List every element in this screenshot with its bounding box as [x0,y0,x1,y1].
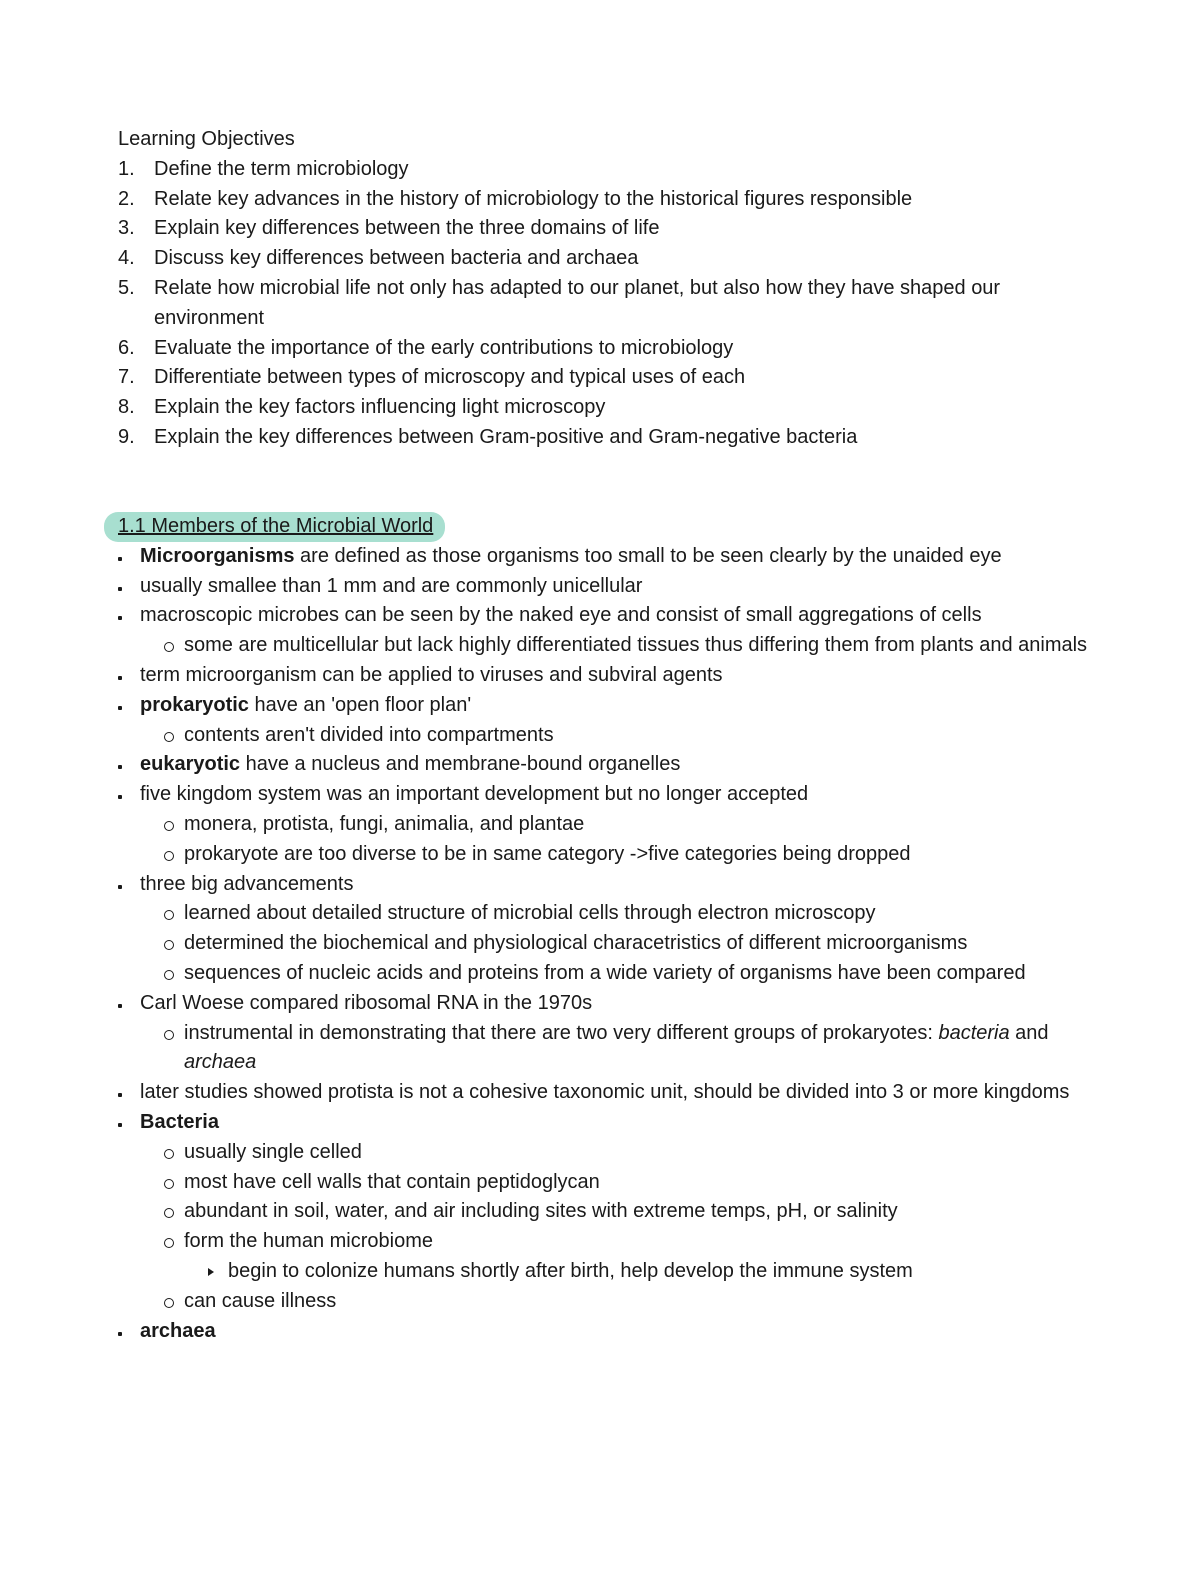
bullet-item [104,661,1094,691]
bullet-icon [118,661,122,691]
bullet-text: usually smallee than 1 mm and are commonly unicellular [140,574,643,597]
sub-bullet-item [104,1227,1094,1257]
objective-text: Explain key differences between the three domains of life [154,217,660,240]
sub-bullet-item [104,1019,1094,1079]
bullet-icon [118,542,122,572]
term-microorganisms: Microorganisms [140,544,295,567]
objective-number: 4. [118,247,135,270]
bullet-item [104,1317,1094,1347]
bullet-icon [118,601,122,631]
bullet-item [104,601,1094,631]
bullet-icon [118,989,122,1019]
circle-bullet-icon [164,1287,174,1318]
sub-bullet-item [104,631,1094,661]
objective-text: Differentiate between types of microscopy and typical uses of each [154,366,746,389]
bullet-text: most have cell walls that contain peptidoglycan [184,1170,600,1193]
objective-number: 2. [118,187,135,210]
circle-bullet-icon [164,899,174,930]
objective-number: 6. [118,336,135,359]
circle-bullet-icon [164,631,174,662]
bullet-text: three big advancements [140,872,354,895]
bullet-icon [118,1108,122,1138]
bullet-text: usually single celled [184,1140,362,1163]
circle-bullet-icon [164,1138,174,1169]
bullet-text: determined the biochemical and physiological characetristics of different microorganisms [184,932,968,955]
bullet-text: monera, protista, fungi, animalia, and plantae [184,812,585,835]
bullet-text: abundant in soil, water, and air including sites with extreme temps, pH, or salinity [184,1200,898,1223]
bullet-text: Carl Woese compared ribosomal RNA in the 1970s [140,991,593,1014]
circle-bullet-icon [164,1019,174,1050]
bullet-text: have an 'open floor plan' [248,693,472,716]
learning-objectives [118,125,1098,453]
circle-bullet-icon [164,1168,174,1199]
sub-bullet-item [104,1287,1094,1317]
objective-item [118,244,1098,274]
circle-bullet-icon [164,840,174,871]
bullet-text: some are multicellular but lack highly differentiated tissues thus differing them from plants and animals [184,634,1088,657]
objective-number: 9. [118,425,135,448]
objective-item [118,423,1098,453]
objective-text: Explain the key factors influencing light microscopy [154,396,606,419]
bullet-item [104,780,1094,810]
sub-bullet-item [104,721,1094,751]
objective-item [118,393,1098,423]
bullet-text: form the human microbiome [184,1230,433,1253]
bullet-text: sequences of nucleic acids and proteins from a wide variety of organisms have been compared [184,961,1026,984]
circle-bullet-icon [164,1197,174,1228]
circle-bullet-icon [164,959,174,990]
bullet-icon [118,1317,122,1347]
bullet-text: begin to colonize humans shortly after birth, help develop the immune system [228,1259,913,1282]
bullet-item [104,870,1094,900]
sub-bullet-item [104,899,1094,929]
term-archaea: archaea [140,1319,216,1342]
term-prokaryotic: prokaryotic [140,693,249,716]
objective-text: Explain the key differences between Gram-positive and Gram-negative bacteria [154,425,858,448]
sub-bullet-item [104,929,1094,959]
objective-text: Relate how microbial life not only has adapted to our planet, but also how they have shaped our environment [154,276,1001,329]
bullet-item [104,750,1094,780]
objective-item [118,185,1098,215]
objective-text: Evaluate the importance of the early contributions to microbiology [154,336,734,359]
objectives-title: Learning Objectives [118,128,295,150]
circle-bullet-icon [164,810,174,841]
sub-bullet-item [104,840,1094,870]
bullet-item [104,542,1094,572]
objective-number: 8. [118,396,135,419]
bullet-item [104,1078,1094,1108]
bullet-text: have a nucleus and membrane-bound organelles [240,753,681,776]
objective-number: 5. [118,276,135,299]
bullet-item [104,572,1094,602]
bullet-text: later studies showed protista is not a cohesive taxonomic unit, should be divided into 3 or more kingdoms [140,1081,1070,1104]
sub-bullet-item [104,959,1094,989]
bullet-text: contents aren't divided into compartments [184,723,554,746]
bullet-text: term microorganism can be applied to viruses and subviral agents [140,663,723,686]
sub-sub-bullet-item [104,1257,1094,1287]
objective-number: 7. [118,366,135,389]
bullet-icon [118,572,122,602]
bullet-icon [118,780,122,810]
bullet-icon [118,691,122,721]
circle-bullet-icon [164,721,174,752]
sub-bullet-item [104,1197,1094,1227]
sub-bullet-item [104,1138,1094,1168]
circle-bullet-icon [164,1227,174,1258]
objective-item [118,214,1098,244]
bullet-icon [118,750,122,780]
bullet-text: instrumental in demonstrating that there are two very different groups of prokaryotes: [184,1021,939,1044]
objective-item [118,334,1098,364]
bullet-icon [118,870,122,900]
objective-text: Relate key advances in the history of microbiology to the historical figures responsible [154,187,913,210]
objective-text: Define the term microbiology [154,157,409,180]
objective-item [118,155,1098,185]
bullet-text: five kingdom system was an important development but no longer accepted [140,783,809,806]
term-eukaryotic: eukaryotic [140,753,241,776]
bullet-text: prokaryote are too diverse to be in same category ->five categories being dropped [184,842,911,865]
objective-item [118,363,1098,393]
objective-number: 1. [118,157,135,180]
term-bacteria-italic: bacteria [938,1021,1010,1044]
objective-text: Discuss key differences between bacteria and archaea [154,247,639,270]
objective-number: 3. [118,217,135,240]
bullet-item [104,1108,1094,1138]
bullet-text: macroscopic microbes can be seen by the naked eye and consist of small aggregations of cells [140,604,982,627]
bullet-text: can cause illness [184,1289,337,1312]
objective-item [118,274,1098,334]
sub-bullet-item [104,810,1094,840]
section-microbial-world [104,512,1094,1346]
bullet-text: are defined as those organisms too small to be seen clearly by the unaided eye [294,544,1002,567]
section-heading: 1.1 Members of the Microbial World [118,515,434,537]
bullet-text: and [1009,1021,1049,1044]
section-heading-highlight [104,512,445,542]
circle-bullet-icon [164,929,174,960]
sub-bullet-item [104,1168,1094,1198]
term-bacteria: Bacteria [140,1110,219,1133]
term-archaea-italic: archaea [184,1051,257,1074]
bullet-item [104,691,1094,721]
bullet-item [104,989,1094,1019]
triangle-bullet-icon [208,1257,214,1287]
bullet-text: learned about detailed structure of microbial cells through electron microscopy [184,902,876,925]
bullet-icon [118,1078,122,1108]
